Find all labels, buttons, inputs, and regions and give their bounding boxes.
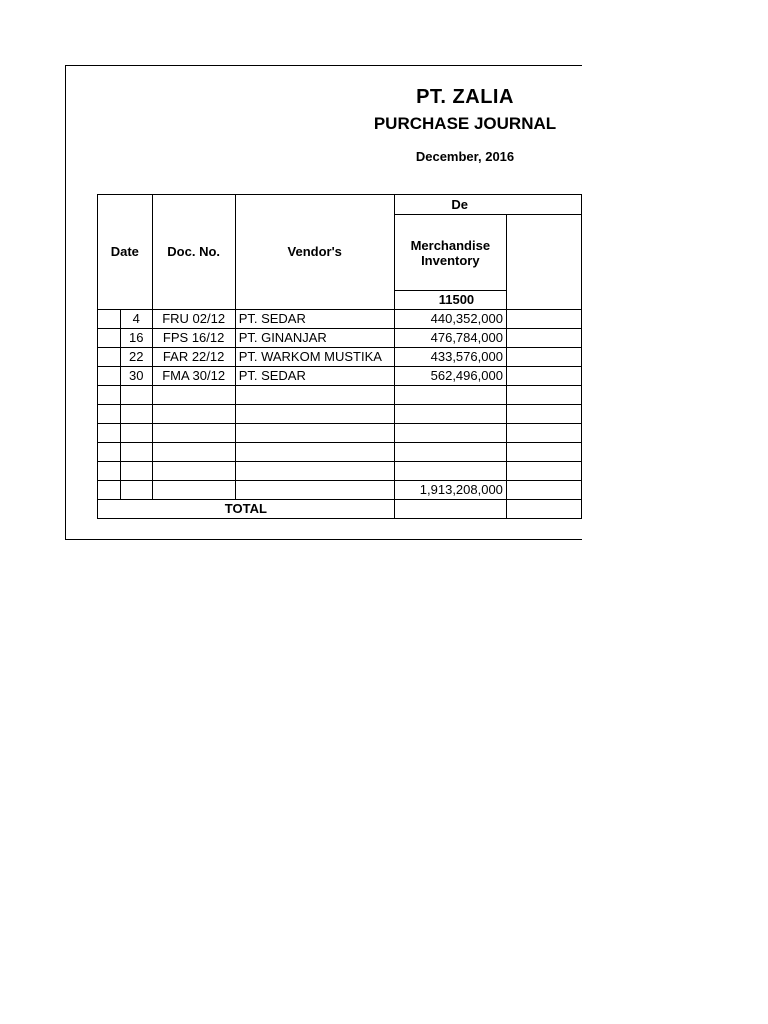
row-next-cell <box>506 481 581 500</box>
row-next-cell <box>506 462 581 481</box>
row-merchandise-amount <box>394 405 506 424</box>
row-doc-no <box>152 424 235 443</box>
row-blank-cell <box>98 310 121 329</box>
row-next-cell <box>506 386 581 405</box>
row-next-cell <box>506 367 581 386</box>
row-merchandise-amount <box>394 424 506 443</box>
table-row <box>98 386 582 405</box>
total-row <box>98 500 582 519</box>
row-doc-no: FPS 16/12 <box>152 329 235 348</box>
row-next-cell <box>506 424 581 443</box>
row-date: 16 <box>120 329 152 348</box>
table-row <box>98 348 582 367</box>
row-date <box>120 481 152 500</box>
row-merchandise-amount: 562,496,000 <box>394 367 506 386</box>
row-vendor <box>235 481 394 500</box>
row-date <box>120 443 152 462</box>
row-doc-no <box>152 462 235 481</box>
row-doc-no: FMA 30/12 <box>152 367 235 386</box>
row-blank-cell <box>98 329 121 348</box>
row-merchandise-amount: 1,913,208,000 <box>394 481 506 500</box>
row-merchandise-amount: 476,784,000 <box>394 329 506 348</box>
row-date: 22 <box>120 348 152 367</box>
row-date <box>120 462 152 481</box>
row-vendor: PT. GINANJAR <box>235 329 394 348</box>
row-blank-cell <box>98 424 121 443</box>
row-next-cell <box>506 348 581 367</box>
column-header-date: Date <box>98 195 153 310</box>
row-next-cell <box>506 310 581 329</box>
table-row <box>98 310 582 329</box>
row-date: 4 <box>120 310 152 329</box>
row-vendor <box>235 443 394 462</box>
row-date: 30 <box>120 367 152 386</box>
column-header-vendor: Vendor's <box>235 195 394 310</box>
row-blank-cell <box>98 348 121 367</box>
row-doc-no <box>152 481 235 500</box>
journal-period: December, 2016 <box>415 149 515 164</box>
merchandise-header-line1: Merchandise <box>410 237 491 253</box>
row-date <box>120 386 152 405</box>
table-row <box>98 329 582 348</box>
purchase-journal-table <box>97 194 582 519</box>
column-header-doc-no: Doc. No. <box>152 195 235 310</box>
row-date <box>120 405 152 424</box>
row-vendor <box>235 462 394 481</box>
row-merchandise-amount: 433,576,000 <box>394 348 506 367</box>
row-merchandise-amount <box>394 462 506 481</box>
table-row <box>98 405 582 424</box>
table-row <box>98 462 582 481</box>
row-blank-cell <box>98 443 121 462</box>
row-vendor <box>235 405 394 424</box>
row-doc-no: FAR 22/12 <box>152 348 235 367</box>
row-doc-no: FRU 02/12 <box>152 310 235 329</box>
merchandise-account-number: 11500 <box>394 291 506 310</box>
row-next-cell <box>506 443 581 462</box>
row-date <box>120 424 152 443</box>
row-doc-no <box>152 386 235 405</box>
company-name: PT. ZALIA <box>416 86 514 108</box>
column-header-next <box>506 215 581 310</box>
row-vendor: PT. SEDAR <box>235 310 394 329</box>
table-row <box>98 367 582 386</box>
total-label: TOTAL <box>98 500 395 519</box>
row-doc-no <box>152 405 235 424</box>
column-header-merchandise-inventory <box>394 215 506 291</box>
row-blank-cell <box>98 367 121 386</box>
row-merchandise-amount <box>394 443 506 462</box>
table-row <box>98 443 582 462</box>
total-next-cell <box>506 500 581 519</box>
row-vendor: PT. WARKOM MUSTIKA <box>235 348 394 367</box>
row-next-cell <box>506 329 581 348</box>
row-merchandise-amount: 440,352,000 <box>394 310 506 329</box>
row-doc-no <box>152 443 235 462</box>
table-row <box>98 424 582 443</box>
row-blank-cell <box>98 462 121 481</box>
row-blank-cell <box>98 405 121 424</box>
row-next-cell <box>506 405 581 424</box>
table-row <box>98 481 582 500</box>
row-vendor <box>235 386 394 405</box>
journal-title: PURCHASE JOURNAL <box>373 114 557 133</box>
row-vendor <box>235 424 394 443</box>
merchandise-header-line2: Inventory <box>421 252 480 268</box>
total-value <box>394 500 506 519</box>
row-blank-cell <box>98 481 121 500</box>
row-merchandise-amount <box>394 386 506 405</box>
row-blank-cell <box>98 386 121 405</box>
row-vendor: PT. SEDAR <box>235 367 394 386</box>
column-header-debit: De <box>394 195 581 215</box>
